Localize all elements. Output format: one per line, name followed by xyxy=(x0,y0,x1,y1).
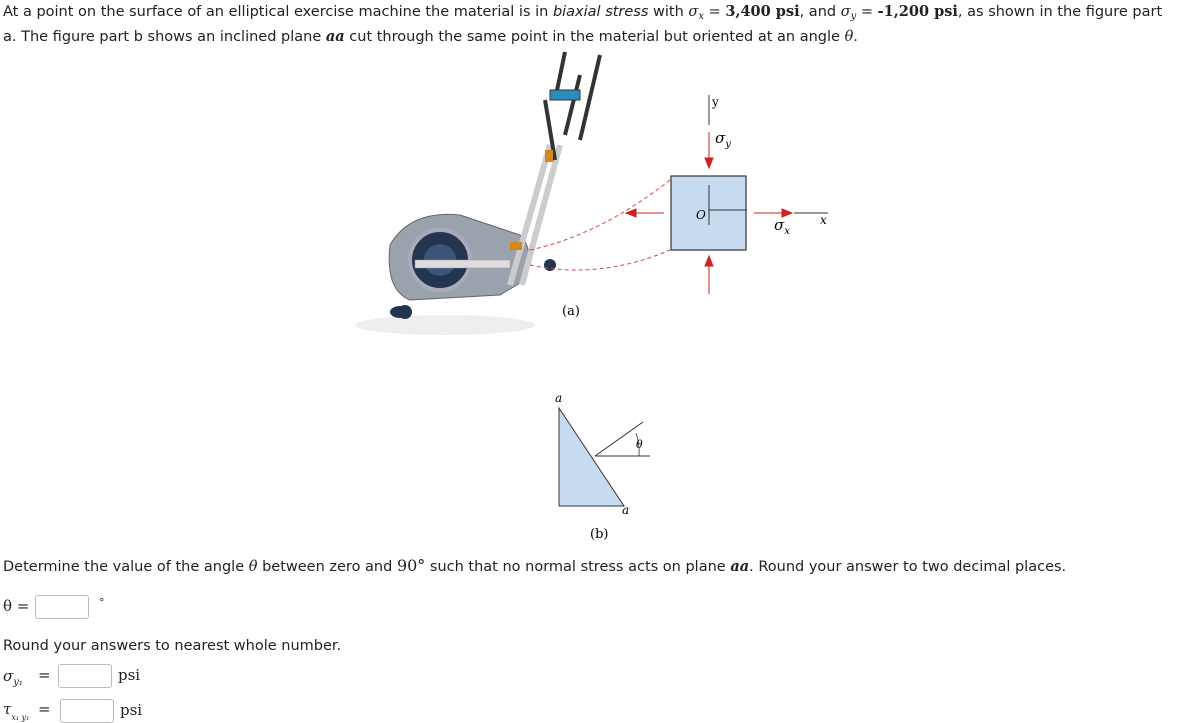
sigma-y1-unit: psi xyxy=(118,666,141,684)
intro-text-5: , as shown in the figure part a. The figure part b shows an inclined plane xyxy=(3,4,1163,45)
elliptical-machine-image xyxy=(355,52,600,335)
sigma-y1-input[interactable] xyxy=(58,664,112,688)
intro-text-1: At a point on the surface of an elliptical exercise machine the material is in xyxy=(3,4,553,20)
tau-x1y1-label: $\tau_{x_1 y_1}$ xyxy=(3,700,30,722)
intro-text-3: with xyxy=(648,4,689,20)
origin-label: O xyxy=(696,208,706,222)
stress-figure xyxy=(350,50,850,550)
intro-biaxial-stress: biaxial stress xyxy=(552,4,649,20)
intro-text-7: . xyxy=(853,29,858,45)
question-text: Determine the value of the angle θ between zero and 90° such that no normal stress acts on plane aa. Round your answer to two decimal places. xyxy=(3,556,1067,575)
equals-1: = xyxy=(703,4,726,20)
theta-symbol: θ xyxy=(844,29,854,45)
intro-text-6: cut through the same point in the material but oriented at an angle xyxy=(344,29,845,45)
theta-input[interactable] xyxy=(35,595,89,619)
x-axis-label: x xyxy=(820,213,827,227)
intro-text-4: , and xyxy=(799,4,841,20)
sigma-y-symbol: $\sigma_y$ xyxy=(840,4,857,22)
tau-x1y1-equals: = xyxy=(38,700,51,718)
sigma-y1-equals: = xyxy=(38,666,51,684)
round-note: Round your answers to nearest whole number. xyxy=(3,638,342,654)
tau-x1y1-input[interactable] xyxy=(60,699,114,723)
plane-label-a-bottom: a xyxy=(622,503,630,517)
problem-statement xyxy=(3,2,1175,47)
degree-unit: ° xyxy=(99,596,105,609)
inclined-plane-triangle xyxy=(559,408,624,506)
theta-angle-label: θ xyxy=(636,438,643,451)
y-axis-label: y xyxy=(712,95,719,109)
plane-aa: aa xyxy=(325,28,345,45)
sigma-x-symbol: $\sigma_x$ xyxy=(688,4,704,22)
sigma-y-label: $\sigma_y$ xyxy=(715,129,731,150)
figure-label-b: (b) xyxy=(590,527,609,542)
sigma-y-value: -1,200 psi xyxy=(877,3,958,20)
equals-2: = xyxy=(856,4,878,20)
theta-answer-label: θ = xyxy=(3,597,30,615)
sigma-y1-label: $\sigma_{y_1}$ xyxy=(3,667,23,688)
figure-label-a: (a) xyxy=(562,304,580,319)
tau-x1y1-unit: psi xyxy=(120,701,143,719)
sigma-x-value: 3,400 psi xyxy=(725,3,800,20)
plane-label-a-top: a xyxy=(555,391,563,405)
sigma-x-label: $\sigma_x$ xyxy=(774,216,790,237)
